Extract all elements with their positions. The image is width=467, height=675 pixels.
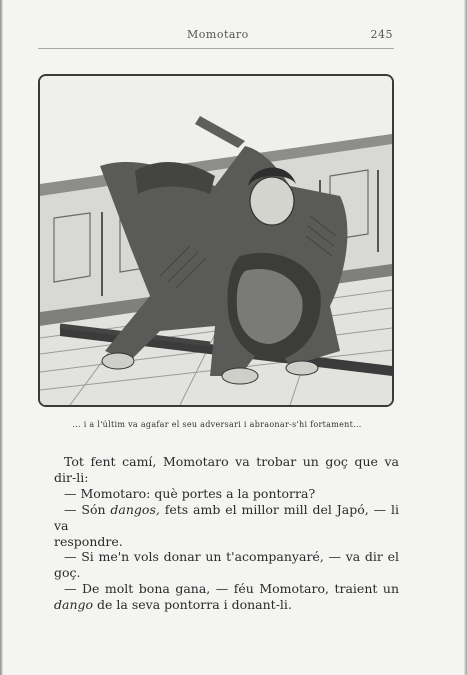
paragraph-5-line-1: — De molt bona gana, — féu Momotaro, traient un: [64, 581, 399, 597]
p3-italic-dangos: dangos,: [110, 501, 160, 517]
p5-text-b: de la seva pontorra i donant-li.: [93, 597, 292, 613]
paragraph-2: — Momotaro: què portes a la pontorra?: [64, 485, 316, 501]
paragraph-4: — Si me'n vols donar un t'acompanyaré, — va dir el goç.: [54, 549, 399, 581]
running-head: [42, 28, 392, 44]
header-rule: [38, 48, 394, 49]
body-text: [54, 454, 399, 613]
illustration-woodcut: [40, 76, 392, 405]
running-title: Momotaro: [187, 28, 249, 41]
page-edge-left: [0, 0, 3, 675]
p5-italic-dango: dango: [54, 597, 94, 613]
paragraph-5-line-2: [54, 597, 399, 613]
p3-text-b: fets amb el millor mill del Japó, — li va: [54, 501, 399, 533]
illustration-plate: [38, 74, 394, 407]
paragraph-1-line-2: dir-li:: [54, 469, 89, 485]
paragraph-3-line-1: [54, 502, 399, 534]
paragraph-1-line-1: Tot fent camí, Momotaro va trobar un goç que va: [64, 454, 399, 469]
illustration-caption: ... i a l'últim va agafar el seu adversari i abraonar-s'hi fortament...: [72, 420, 362, 429]
p3-text-a: — Són: [64, 501, 111, 517]
paragraph-3-line-2: respondre.: [54, 533, 123, 549]
page-number: 245: [370, 28, 393, 41]
